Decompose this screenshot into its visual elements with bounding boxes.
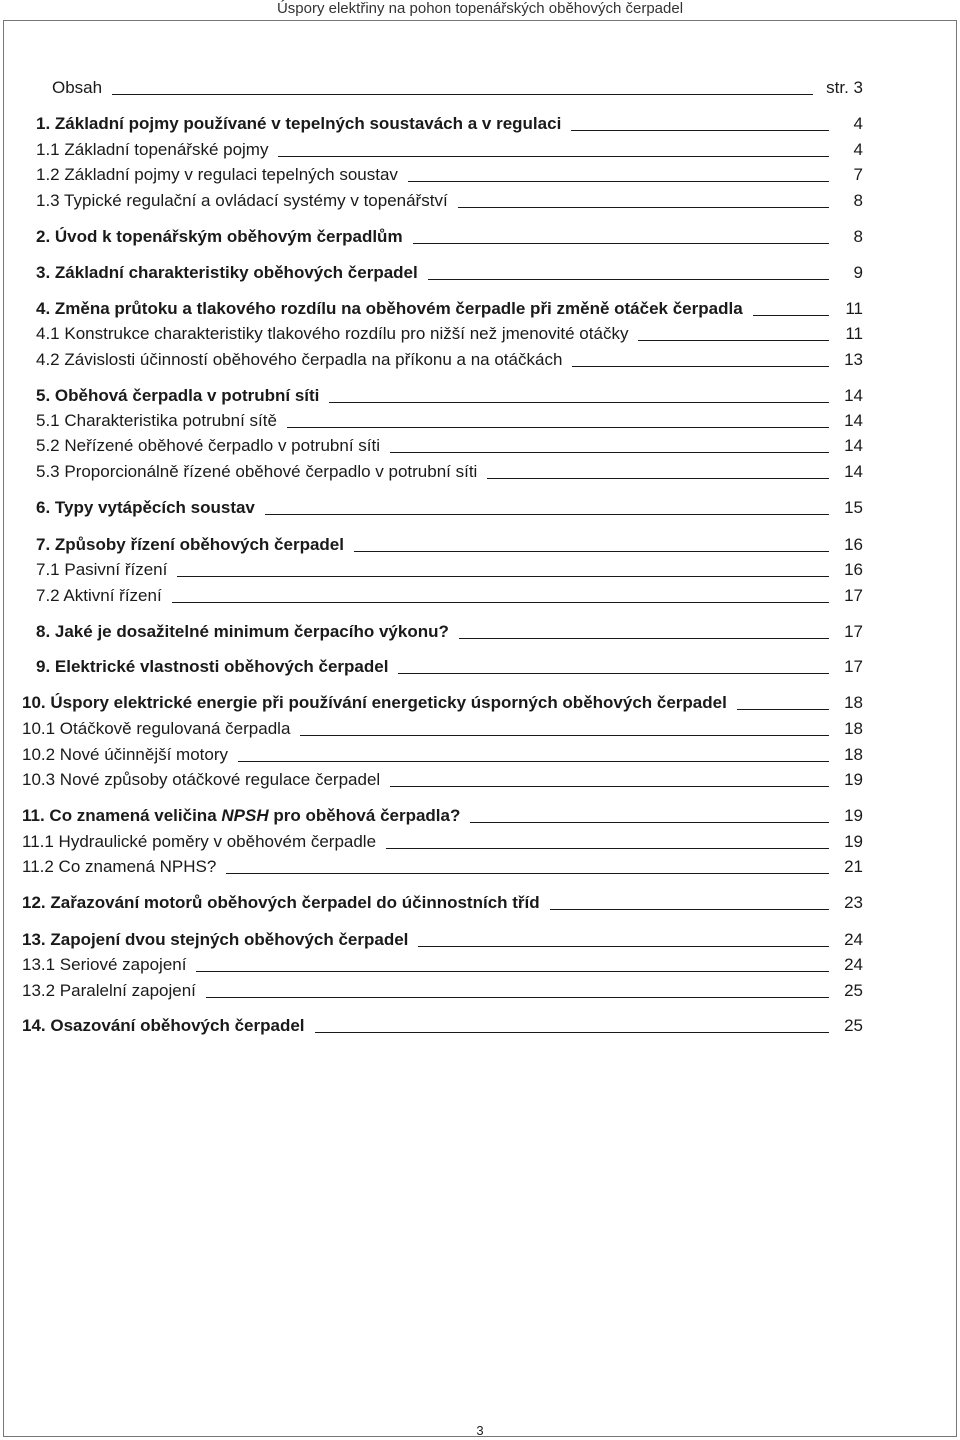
toc-entry-label: 7. Způsoby řízení oběhových čerpadel bbox=[36, 535, 344, 554]
toc-entry-page: 14 bbox=[844, 411, 863, 430]
toc-leader bbox=[206, 997, 829, 998]
toc-entry[interactable] bbox=[0, 856, 960, 878]
toc-entry-label: 12. Zařazování motorů oběhových čerpadel do účinnostních tříd bbox=[22, 893, 540, 912]
toc-leader bbox=[238, 761, 829, 762]
toc-leader bbox=[572, 366, 829, 367]
toc-entry[interactable] bbox=[0, 769, 960, 791]
toc-entry[interactable] bbox=[0, 113, 960, 135]
toc-entry-label: 1. Základní pojmy používané v tepelných soustavách a v regulaci bbox=[36, 114, 562, 133]
toc-entry-label: 7.1 Pasivní řízení bbox=[36, 560, 168, 579]
toc-entry[interactable] bbox=[0, 385, 960, 407]
toc-entry-page: 13 bbox=[844, 350, 863, 369]
toc-entry-page: 19 bbox=[844, 806, 863, 825]
toc-entry-page: 24 bbox=[844, 955, 863, 974]
toc-entry-page: 23 bbox=[844, 893, 863, 912]
toc-leader bbox=[196, 971, 829, 972]
toc-entry-label: 4. Změna průtoku a tlakového rozdílu na oběhovém čerpadle při změně otáček čerpadla bbox=[36, 299, 743, 318]
toc-heading-page: str. 3 bbox=[826, 78, 863, 97]
toc-entry[interactable] bbox=[0, 164, 960, 186]
toc-leader bbox=[487, 478, 829, 479]
toc-entry-label: 1.3 Typické regulační a ovládací systémy v topenářství bbox=[36, 191, 448, 210]
toc-leader bbox=[172, 602, 829, 603]
toc-entry-label: 10.3 Nové způsoby otáčkové regulace čerpadel bbox=[22, 770, 381, 789]
toc-entry[interactable] bbox=[0, 497, 960, 519]
toc-entry[interactable] bbox=[0, 559, 960, 581]
toc-entry-label: 9. Elektrické vlastnosti oběhových čerpadel bbox=[36, 657, 389, 676]
toc-entry-page: 14 bbox=[844, 462, 863, 481]
toc-entry[interactable] bbox=[0, 349, 960, 371]
toc-entry-label: 11.1 Hydraulické poměry v oběhovém čerpadle bbox=[22, 832, 377, 851]
toc-entry-label: 11.2 Co znamená NPHS? bbox=[22, 857, 217, 876]
toc-entry-label-em: NPSH bbox=[221, 806, 269, 825]
toc-entry-page: 19 bbox=[844, 832, 863, 851]
toc-leader bbox=[300, 735, 829, 736]
toc-heading bbox=[0, 77, 960, 99]
toc-entry-page: 17 bbox=[844, 586, 863, 605]
toc-entry-page: 9 bbox=[853, 263, 863, 282]
toc-leader bbox=[459, 638, 829, 639]
toc-entry-page: 18 bbox=[844, 719, 863, 738]
toc-entry-label: 5.1 Charakteristika potrubní sítě bbox=[36, 411, 277, 430]
toc-entry-label: 5. Oběhová čerpadla v potrubní síti bbox=[36, 386, 320, 405]
toc-entry[interactable] bbox=[0, 980, 960, 1002]
toc-entry-label: 6. Typy vytápěcích soustav bbox=[36, 498, 255, 517]
toc-leader bbox=[354, 551, 829, 552]
toc-entry[interactable] bbox=[0, 831, 960, 853]
toc-leader bbox=[390, 452, 829, 453]
toc-leader bbox=[226, 873, 829, 874]
toc-entry[interactable] bbox=[0, 892, 960, 914]
toc-leader bbox=[315, 1032, 829, 1033]
toc-entry-page: 25 bbox=[844, 1016, 863, 1035]
toc-entry[interactable] bbox=[0, 744, 960, 766]
toc-entry[interactable] bbox=[0, 226, 960, 248]
running-header: Úspory elektřiny na pohon topenářských oběhových čerpadel bbox=[276, 0, 684, 17]
toc-leader bbox=[278, 156, 829, 157]
toc-entry-page: 11 bbox=[845, 324, 863, 343]
toc-entry[interactable] bbox=[0, 262, 960, 284]
toc-entry-page: 14 bbox=[844, 386, 863, 405]
toc-entry-label bbox=[22, 805, 460, 827]
toc-entry[interactable] bbox=[0, 534, 960, 556]
toc-leader bbox=[428, 279, 829, 280]
toc-entry-page: 16 bbox=[844, 560, 863, 579]
toc-entry-label: 10. Úspory elektrické energie při používání energeticky úsporných oběhových čerpadel bbox=[22, 693, 727, 712]
toc-leader bbox=[408, 181, 829, 182]
toc-entry[interactable] bbox=[0, 718, 960, 740]
toc-entry-page: 8 bbox=[853, 227, 863, 246]
toc-entry[interactable] bbox=[0, 323, 960, 345]
toc-entry-label: 4.2 Závislosti účinností oběhového čerpadla na příkonu a na otáčkách bbox=[36, 350, 563, 369]
toc-leader bbox=[418, 946, 829, 947]
toc-entry-page: 24 bbox=[844, 930, 863, 949]
toc-leader bbox=[287, 427, 829, 428]
toc-entry-label-suffix: pro oběhová čerpadla? bbox=[268, 806, 461, 825]
toc-entry-page: 4 bbox=[853, 114, 863, 133]
toc-leader bbox=[550, 909, 829, 910]
toc-entry[interactable] bbox=[0, 139, 960, 161]
toc-entry-label: 13.2 Paralelní zapojení bbox=[22, 981, 196, 1000]
toc-entry-label: 1.1 Základní topenářské pojmy bbox=[36, 140, 269, 159]
toc-leader bbox=[470, 822, 829, 823]
toc-entry[interactable] bbox=[0, 585, 960, 607]
toc-leader bbox=[329, 402, 829, 403]
toc-leader bbox=[571, 130, 829, 131]
toc-entry[interactable] bbox=[0, 435, 960, 457]
toc-leader bbox=[737, 709, 829, 710]
toc-entry[interactable] bbox=[0, 692, 960, 714]
toc-entry[interactable] bbox=[0, 1015, 960, 1037]
toc-entry-label: 4.1 Konstrukce charakteristiky tlakového rozdílu pro nižší než jmenovité otáčky bbox=[36, 324, 629, 343]
toc-entry[interactable] bbox=[0, 954, 960, 976]
toc-entry-label: 14. Osazování oběhových čerpadel bbox=[22, 1016, 305, 1035]
toc-entry-page: 11 bbox=[845, 299, 863, 318]
toc-entry[interactable] bbox=[0, 805, 960, 827]
toc-entry-page: 16 bbox=[844, 535, 863, 554]
toc-entry[interactable] bbox=[0, 929, 960, 951]
toc-entry-page: 18 bbox=[844, 745, 863, 764]
toc-leader bbox=[413, 243, 829, 244]
toc-entry-label: 13. Zapojení dvou stejných oběhových čerpadel bbox=[22, 930, 409, 949]
toc-leader bbox=[458, 207, 829, 208]
toc-entry-label: 2. Úvod k topenářským oběhovým čerpadlům bbox=[36, 227, 403, 246]
toc-entry-page: 14 bbox=[844, 436, 863, 455]
toc-entry-label: 5.2 Neřízené oběhové čerpadlo v potrubní síti bbox=[36, 436, 380, 455]
toc-entry-label: 5.3 Proporcionálně řízené oběhové čerpadlo v potrubní síti bbox=[36, 462, 478, 481]
toc-entry-label: 3. Základní charakteristiky oběhových čerpadel bbox=[36, 263, 418, 282]
toc-entry-label: 8. Jaké je dosažitelné minimum čerpacího výkonu? bbox=[36, 622, 449, 641]
toc-entry[interactable] bbox=[0, 190, 960, 212]
toc-entry[interactable] bbox=[0, 410, 960, 432]
toc-entry-label: 10.2 Nové účinnější motory bbox=[22, 745, 228, 764]
toc-leader bbox=[638, 340, 829, 341]
toc-leader bbox=[386, 848, 829, 849]
toc-entry-label-prefix: 11. Co znamená veličina bbox=[22, 806, 222, 825]
toc-entry-page: 18 bbox=[844, 693, 863, 712]
toc-entry[interactable] bbox=[0, 298, 960, 320]
toc-entry-page: 8 bbox=[853, 191, 863, 210]
toc-entry-page: 4 bbox=[853, 140, 863, 159]
toc-entry-page: 7 bbox=[853, 165, 863, 184]
toc-entry-label: 7.2 Aktivní řízení bbox=[36, 586, 162, 605]
toc-leader bbox=[177, 576, 829, 577]
page-number: 3 bbox=[476, 1423, 484, 1438]
toc-entry[interactable] bbox=[0, 621, 960, 643]
toc-leader bbox=[265, 514, 829, 515]
toc-entry-page: 19 bbox=[844, 770, 863, 789]
toc-entry-label: 13.1 Seriové zapojení bbox=[22, 955, 187, 974]
toc-entry[interactable] bbox=[0, 461, 960, 483]
toc-entry-page: 17 bbox=[844, 622, 863, 641]
toc-heading-label: Obsah bbox=[52, 78, 103, 97]
toc-entry-label: 10.1 Otáčkově regulovaná čerpadla bbox=[22, 719, 291, 738]
toc-entry[interactable] bbox=[0, 656, 960, 678]
toc-entry-page: 17 bbox=[844, 657, 863, 676]
toc-leader bbox=[390, 786, 829, 787]
toc-leader bbox=[398, 673, 829, 674]
toc-entry-page: 21 bbox=[844, 857, 863, 876]
toc-entry-page: 25 bbox=[844, 981, 863, 1000]
toc-leader bbox=[753, 315, 829, 316]
toc-entry-page: 15 bbox=[844, 498, 863, 517]
toc-leader bbox=[112, 94, 813, 95]
toc-entry-label: 1.2 Základní pojmy v regulaci tepelných soustav bbox=[36, 165, 398, 184]
